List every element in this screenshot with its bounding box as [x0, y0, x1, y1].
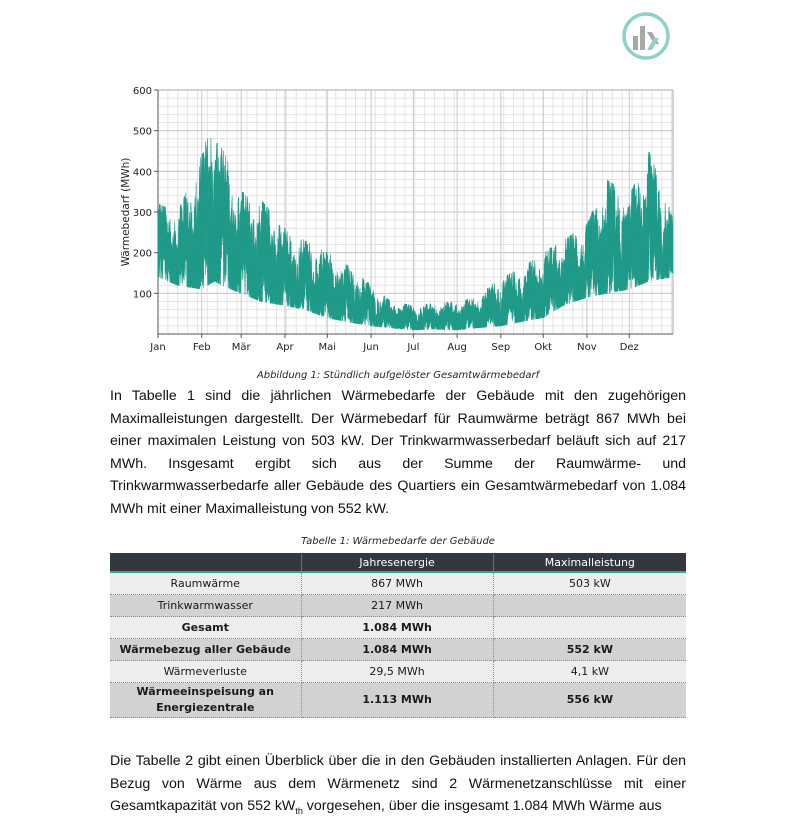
- heat-demand-chart: [108, 82, 688, 354]
- table-cell: Raumwärme: [110, 572, 301, 595]
- table-caption: Tabelle 1: Wärmebedarfe der Gebäude: [301, 536, 495, 547]
- table-cell: 4,1 kW: [493, 661, 686, 683]
- table-row: [110, 683, 686, 718]
- table-header-cell: [110, 553, 301, 572]
- x-tick-label: Mär: [231, 342, 251, 353]
- table-cell: 1.084 MWh: [301, 617, 493, 639]
- paragraph-text: Die Tabelle 2 gibt einen Überblick über die in den Gebäuden installierten Anlagen. Für den Bezug von Wärme aus dem Wärmenetz sind 2 Wärmenetzanschlüsse mit einer Gesamtkapazität von 552 kW: [110, 753, 686, 814]
- table-row: [110, 572, 686, 595]
- table-cell: [493, 617, 686, 639]
- y-tick-label: 200: [132, 248, 152, 260]
- x-tick-label: Jan: [150, 342, 166, 353]
- paragraph-heat-demand: In Tabelle 1 sind die jährlichen Wärmebedarfe der Gebäude mit den zugehörigen Maximalleistungen dargestellt. Der Wärmebedarf für Raumwärme beträgt 867 MWh bei einer maximalen Leistung von 503 kW. Der Trinkwarmwasserbedarf beläuft sich auf 217 MWh. Insgesamt ergibt sich aus der Summe der Raumwärme- und Trinkwarmwasserbedarfe aller Gebäude des Quartiers ein Gesamtwärmebedarf von 1.084 MWh mit einer Maximalleistung von 552 kW.: [110, 388, 686, 517]
- heat-demand-table: [110, 553, 686, 718]
- x-tick-label: Jul: [407, 342, 420, 353]
- y-axis-label: Wärmebedarf (MWh): [120, 157, 132, 267]
- x-tick-label: Aug: [447, 342, 467, 353]
- table-cell: 552 kW: [493, 639, 686, 661]
- table-header-row: [110, 553, 686, 572]
- y-tick-label: 300: [132, 208, 152, 219]
- table-header-cell: Maximalleistung: [493, 553, 686, 572]
- table-cell: [493, 595, 686, 617]
- table-cell: 867 MWh: [301, 572, 493, 595]
- x-tick-label: Apr: [276, 342, 294, 353]
- table-row: [110, 661, 686, 683]
- table-cell: 503 kW: [493, 572, 686, 595]
- x-tick-label: Mai: [318, 342, 337, 353]
- paragraph-installations: [110, 750, 686, 822]
- table-cell: 217 MWh: [301, 595, 493, 617]
- table-cell: Gesamt: [110, 617, 301, 639]
- table-cell: 1.113 MWh: [301, 683, 493, 718]
- unit-subscript: th: [295, 805, 303, 816]
- table-cell: Wärmebezug aller Gebäude: [110, 639, 301, 661]
- table-cell: Wärmeverluste: [110, 661, 301, 683]
- x-tick-label: Okt: [534, 342, 552, 353]
- company-logo-icon: [620, 10, 672, 62]
- x-tick-label: Dez: [619, 342, 639, 353]
- y-tick-label: 400: [132, 167, 152, 179]
- table-cell: Wärmeeinspeisung an Energiezentrale: [110, 683, 301, 718]
- y-tick-label: 500: [132, 126, 152, 138]
- x-tick-label: Sep: [491, 342, 511, 353]
- table-cell: 29,5 MWh: [301, 661, 493, 683]
- x-tick-label: Jun: [363, 342, 379, 353]
- figure-caption: Abbildung 1: Stündlich aufgelöster Gesamtwärmebedarf: [256, 370, 540, 381]
- paragraph-text: vorgesehen, über die insgesamt 1.084 MWh Wärme aus: [302, 798, 662, 814]
- table-header-cell: Jahresenergie: [301, 553, 493, 572]
- x-tick-label: Feb: [192, 342, 211, 353]
- y-tick-label: 600: [132, 86, 152, 97]
- table-row: [110, 617, 686, 639]
- table-cell: 1.084 MWh: [301, 639, 493, 661]
- y-tick-label: 100: [132, 289, 152, 301]
- table-row: [110, 639, 686, 661]
- table-cell: 556 kW: [493, 683, 686, 718]
- table-cell: Trinkwarmwasser: [110, 595, 301, 617]
- x-tick-label: Nov: [577, 342, 597, 353]
- table-row: [110, 595, 686, 617]
